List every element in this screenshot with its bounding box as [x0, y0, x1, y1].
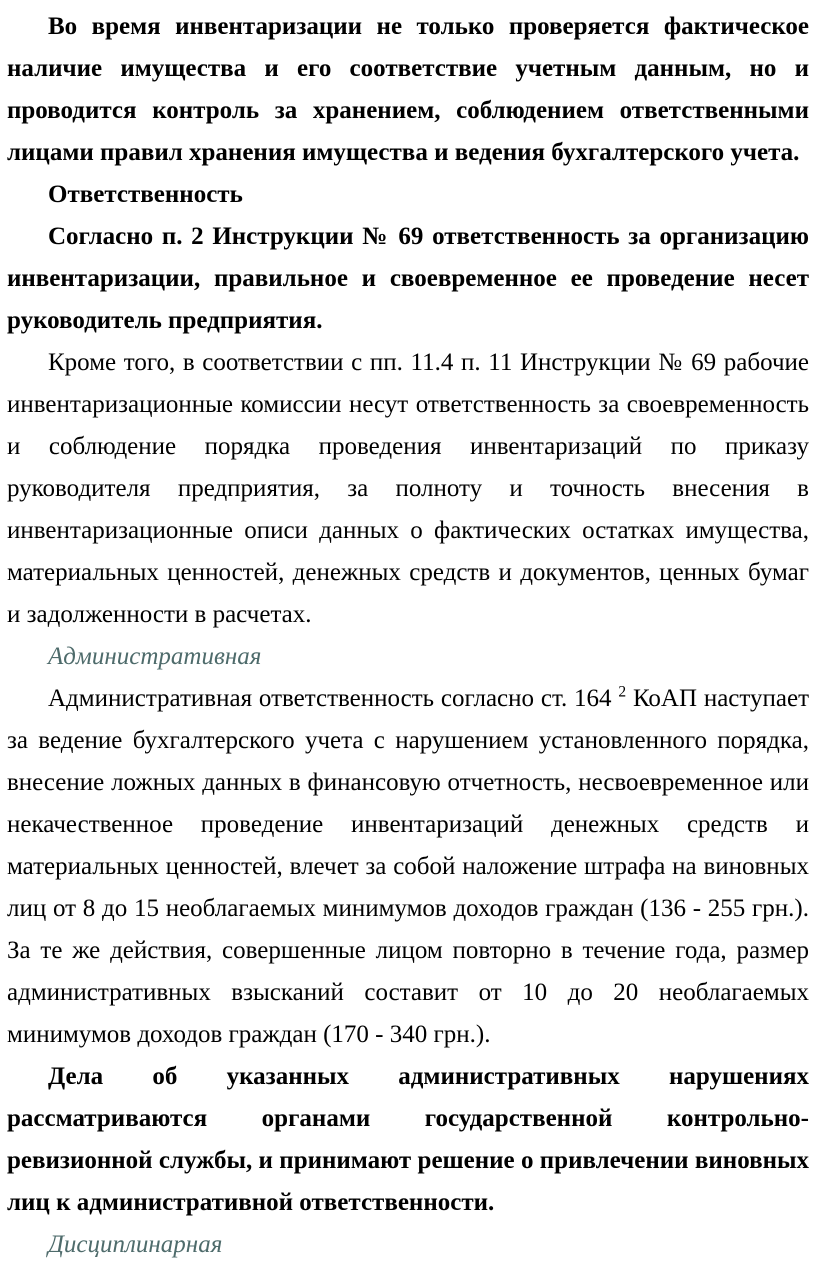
administrative-liability-text-before-sup: Административная ответственность согласно ст. 164	[48, 685, 619, 712]
heading-disciplinary: Дисциплинарная	[48, 1231, 223, 1258]
paragraph-cases-review: Дела об указанных административных нарушениях рассматриваются органами государственной контрольно-ревизионной службы, и принимают решение о привлечении виновных лиц к административной ответственности.	[7, 1063, 809, 1216]
article-superscript: 2	[618, 683, 627, 701]
paragraph-administrative-liability	[7, 678, 809, 1056]
administrative-liability-text-after-sup: КоАП наступает за ведение бухгалтерского учета с нарушением установленного порядка, внесение ложных данных в финансовую отчетность, несвоевременное или некачественное проведение инвентаризаций денежных средств и материальных ценностей, влечет за собой наложение штрафа на виновных лиц от 8 до 15 необлагаемых минимумов доходов граждан (136 - 255 грн.). За те же действия, совершенные лицом повторно в течение года, размер административных взысканий составит от 10 до 20 необлагаемых минимумов доходов граждан (170 - 340 грн.).	[7, 685, 809, 1048]
paragraph-commissions-duties: Кроме того, в соответствии с пп. 11.4 п. 11 Инструкции № 69 рабочие инвентаризационные комиссии несут ответственность за своевременность и соблюдение порядка проведения инвентаризаций по приказу руководителя предприятия, за полноту и точность внесения в инвентаризационные описи данных о фактических остатках имущества, материальных ценностей, денежных средств и документов, ценных бумаг и задолженности в расчетах.	[7, 349, 809, 628]
paragraph-inventory-control: Во время инвентаризации не только проверяется фактическое наличие имущества и его соответствие учетным данным, но и проводится контроль за хранением, соблюдением ответственными лицами правил хранения имущества и ведения бухгалтерского учета.	[7, 13, 809, 166]
heading-administrative: Административная	[48, 643, 262, 670]
heading-responsibility: Ответственность	[48, 181, 243, 208]
paragraph-instruction-69: Согласно п. 2 Инструкции № 69 ответственность за организацию инвентаризации, правильное и своевременное ее проведение несет руководитель предприятия.	[7, 223, 809, 334]
